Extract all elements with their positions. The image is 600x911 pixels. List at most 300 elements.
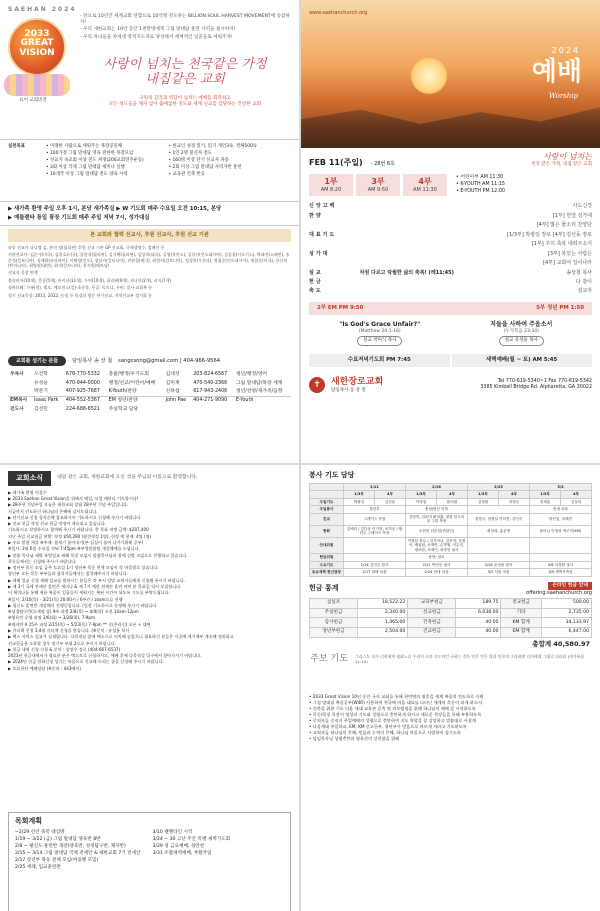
- online-offering-link[interactable]: offering.saehanchurch.org: [526, 589, 592, 596]
- news-item: 이 세미나를 통해 귀한 복음이 일곱들이 세워지는 복된 시간이 되도록 기도를 부탁드립니다.: [8, 590, 170, 596]
- order-detail: [1/3부] 박광일 장로 [4부] 김선동 장로: [507, 231, 592, 238]
- duty-corner: [310, 491, 344, 498]
- duty-cell: 김정환: [468, 498, 499, 505]
- badge-title: GREAT VISION: [19, 38, 55, 58]
- offering-amount: 189.75: [456, 598, 501, 608]
- prayer-hands-icon: 주보 기도: [310, 653, 348, 664]
- service-box: [403, 174, 447, 196]
- service-slogan: [531, 152, 592, 168]
- offering-header: [309, 582, 592, 596]
- order-detail: [4부] 교회여 일어나라: [543, 260, 592, 267]
- staff-phone: 224-688-6521: [65, 406, 100, 412]
- duty-part: 1/3부: [406, 491, 437, 498]
- service-box: [356, 174, 400, 196]
- service-time: AM 9:50: [367, 186, 389, 193]
- staff-pill: 교회를 섬기는 분들: [8, 356, 66, 366]
- duty-cell: [468, 537, 530, 553]
- offering-category: KM 합계: [501, 618, 541, 628]
- duty-row: [310, 498, 592, 505]
- other-service: • E-YOUTH PM 12:00: [456, 189, 505, 194]
- duty-row: [310, 537, 592, 553]
- staff-header: [0, 353, 299, 369]
- news-item: ▶ 말씀 묵사님 새벽 특별설교 새해 목장 모임시 말씀묵사님과 함께 실방 모임으로 진행하고 있습니다.: [8, 552, 188, 558]
- news-item: ▶ 28주년 기념주일 오늘은 새한교회 창립 28주년 기념 주일입니다.: [8, 502, 129, 508]
- staff-phone: 404-552-5367: [65, 398, 100, 404]
- cover-year: 2024: [551, 46, 580, 55]
- duty-row-label: 수요기도: [310, 561, 344, 568]
- order-row: [309, 240, 592, 249]
- order-item: 신앙고백: [309, 203, 337, 210]
- duty-row-label: 주일기도: [310, 498, 344, 505]
- mission-section: [0, 245, 299, 353]
- order-detail: 다 같이: [575, 278, 592, 285]
- plan-item: 2/15 ~ 3/14 그림 말대답 국제 전세안 & 새한교회 7기 전세안: [15, 850, 141, 856]
- order-item: 찬양: [309, 212, 323, 219]
- worship-panel: [301, 0, 600, 463]
- duty-cell: 박광일: [344, 498, 375, 505]
- duty-part: 4부: [437, 491, 468, 498]
- staff-role: [8, 388, 32, 397]
- staff-role: [8, 379, 32, 387]
- wednesday-prayer: 수요저녁기도회 PM 7:45: [309, 354, 450, 367]
- order-content: [345, 251, 469, 257]
- church-tel: Tel 770-619-5340~1 Fax 770-619-5342: [497, 378, 592, 384]
- duty-corner: [310, 483, 344, 490]
- duty-part: 1/3부: [530, 491, 561, 498]
- staff-desc2: 그림 말대답/목장 세계: [236, 380, 283, 386]
- duty-cell: 정재홍: [530, 498, 561, 505]
- offering-table: [309, 598, 592, 638]
- offering-category: 장년부헌금: [310, 627, 358, 637]
- duty-cell: 3/9 새벽가족팀: [530, 569, 592, 576]
- news-item: ▶ 수요 말씀 개강 ※주제: 참세기 톨어내기(본-실실이 톨어 나가기위해 공부): [8, 540, 144, 545]
- order-content: [345, 232, 469, 238]
- order-row: [309, 259, 592, 268]
- staff-name2: John Pae: [165, 398, 187, 404]
- sermon-ref: (누가복음 23:34): [503, 328, 539, 334]
- order-row: [309, 221, 592, 230]
- vision-note-1: 구원의 감격과 영감이 넘치는 예배를 회복하고: [139, 96, 231, 101]
- duty-cell: [468, 554, 530, 561]
- staff-role: 전도사: [10, 406, 24, 412]
- staff-role: 부목사: [10, 372, 24, 378]
- order-detail: [3부] 복있는 사람은: [547, 250, 592, 257]
- goal-item: • 3회 이상 국제 그림 말대답 세미나 실행: [46, 165, 125, 171]
- plan-title: 목회계획: [15, 816, 43, 825]
- offering-amount: 2,735.00: [541, 608, 591, 618]
- order-item: [309, 222, 345, 228]
- order-item: 설교: [309, 269, 323, 276]
- vision-note: [80, 96, 290, 109]
- duty-cell: 2/21 박민선 권사: [406, 561, 468, 568]
- news-item: ▶ 토요한산 예배당당 (※문의 : 443에이): [8, 665, 81, 671]
- offering-category: 주일헌금: [310, 608, 358, 618]
- duty-date: 3/3: [530, 483, 592, 490]
- offering-amount: 2,340.00: [358, 608, 408, 618]
- church-name-block: [331, 377, 383, 394]
- offering-category: 전교헌금: [501, 598, 541, 608]
- offering-category: 감사헌금: [310, 618, 358, 628]
- offering-amount: 18,522.22: [358, 598, 408, 608]
- prayer-item: • 중직자들 중직자 주일예배의 성령으로 충만하여 지도 역할을 잘 감당하고 말씀대로 사셨게: [309, 718, 476, 724]
- sermon-preacher: 설교 박미식 목사: [357, 336, 402, 346]
- prayer-item: • 그림 말대답 복음공부(W4R) 사용하여 천국에 마을 대표를 나타난 세계의 목동이 되게 하소서.: [309, 699, 484, 705]
- order-row: [309, 287, 592, 296]
- vision-label: 표어 교회비전: [19, 98, 47, 103]
- order-item: [309, 260, 345, 266]
- duty-table: [309, 483, 592, 577]
- service-date: FEB 11(주일): [309, 157, 363, 167]
- em-service: 2부 EM PM 9:50: [317, 305, 364, 312]
- offering-category: 건축헌금: [408, 618, 456, 628]
- staff-name: 박문기: [34, 388, 48, 394]
- news-item: ※제자반 A 15주 과정 2/15(목) ~ 5/23(목) 7-9pm ** 중(온라인) 오픈 + 대면: [8, 621, 151, 627]
- staff-row: [8, 379, 291, 387]
- goal-item: • 교육관 건축 완공: [168, 172, 205, 178]
- staff-name: Isaac Park: [34, 398, 59, 404]
- mission-para: 파송 선교사 다니엘 김, 홍미 정(필리핀) 후원 선교 기관 GP 선교회, 국제생명수, 컴패션 등: [8, 244, 165, 250]
- service-box: [309, 174, 353, 196]
- duty-row: [310, 513, 592, 525]
- plan-columns: [15, 829, 284, 872]
- duty-cell: 2/28 윤성원 집사: [468, 561, 530, 568]
- duty-panel: [301, 465, 600, 911]
- duty-cell: 청년부: [344, 506, 406, 513]
- staff-name: 오건학: [34, 372, 48, 378]
- offering-amount: 6,038.00: [456, 608, 501, 618]
- order-detail: [1부] 주의 축복 내려주소서: [531, 241, 592, 248]
- news-item: ▶ 선교 헌금 작정 선교 헌금 작정이 계속되고 있습니다.: [8, 521, 106, 527]
- goal-item: • 선교지 속교회 이상 전도 져정(200교회연추운동): [46, 158, 144, 164]
- order-item: 성가대: [309, 250, 330, 257]
- vision-note-2: 모든 성도들을 제자 삼아 출애굽한 전도와 세계 선교를 감당하는 건강한 교회: [108, 102, 262, 108]
- staff-row: [8, 371, 291, 379]
- prayer-item: • 건축을 위한 기도 다음 세대 교육관 증축 및 리모델링을 위해 하나님의 때에 잘 시작하도록: [309, 706, 476, 712]
- cover-subtitle: Worship: [548, 92, 578, 100]
- duty-cell: [344, 554, 406, 561]
- service-time: AM 11:30: [413, 186, 437, 193]
- website-link[interactable]: www.saehanchurch.org: [309, 10, 368, 16]
- practice-goals: [0, 140, 299, 202]
- offering-amount: 6,447.00: [541, 627, 591, 637]
- devotion-box: [309, 654, 592, 688]
- plan-item: ~2/29 신년 축복 대심방: [15, 829, 65, 835]
- goal-item: • 100가정 그림 말대답 영육 전한한 목장모임: [46, 151, 134, 157]
- service-times: [301, 172, 600, 198]
- church-info: [301, 371, 600, 400]
- service-label: 3부: [371, 176, 385, 186]
- offering-amount: 500.00: [541, 598, 591, 608]
- staff-desc: 행정/선교/어린이/예배: [108, 380, 156, 386]
- plan-item: 3/24 ~ 30 고난 주간 특별 새벽기도회: [152, 836, 231, 842]
- staff-phone: 470-944-0000: [65, 380, 100, 386]
- staff-desc2: 청년/행정/영어: [236, 372, 268, 378]
- duty-date: 2/18: [406, 483, 468, 490]
- news-item: ※영육반 운영 과정 2/6(화) ~ 3/26(화), 7-9pm: [8, 615, 96, 621]
- duty-cell: 2/24 안내 마을: [406, 569, 468, 576]
- duty-part: 1/3부: [468, 491, 499, 498]
- duty-date: 2/25: [468, 483, 530, 490]
- staff-desc: EM 청년/찬양: [108, 398, 138, 404]
- duty-cell: 오현진 신준섭(현위인): [406, 525, 468, 537]
- goal-item: • 1인 2명 불신자 전도: [168, 151, 212, 157]
- order-detail: [4부] 많은 물소리 찬양단: [536, 222, 592, 229]
- vision-panel: [0, 0, 299, 463]
- staff-phone: 678-770-5332: [65, 372, 100, 378]
- order-detail: 설교자: [577, 288, 592, 295]
- news-item: ※성경탐구반(오세영 장) 9주 과정 2/8(목) ~ 4/4(목) 오전 10am-12pm: [8, 609, 139, 615]
- offering-category: 기타: [501, 608, 541, 618]
- duty-cell: 이영섭 장로 / 김기여나, 김문석, 문정석, 배성원, 송재연, 손병철, 이수진, 정보람, 조재민, 최정현 권사: [406, 537, 468, 553]
- pastor-contact: sangcsong@gmail.com | 404-966-9564: [118, 357, 221, 364]
- order-content: [345, 241, 469, 247]
- order-detail: 송상철 목사: [566, 269, 592, 276]
- duty-cell: 2/14 김민규 집사: [344, 561, 406, 568]
- slogan-line-2: 내집같은 교회: [145, 71, 225, 87]
- duty-cell: 담당: 장로: [406, 554, 468, 561]
- duty-cell: 하정승: [499, 498, 530, 505]
- offering-category: 교육부헌금: [408, 598, 456, 608]
- duty-cell: 김세라 / 김다운 이기현, 조하윤 / 황민주 그레이스 목장: [344, 525, 406, 537]
- sermon-ref: (Matthew 20:1-16): [358, 328, 401, 334]
- news-item: 지난 주일 선교헌금 현황: 작정 $50,290 (월간작정 1명), 헌정 액 현재: 4명 (명): [8, 533, 152, 539]
- sermon-youth: [451, 321, 593, 346]
- goals-label: 실천목표: [8, 144, 25, 149]
- online-offering-label: 온라인 헌금 안내: [548, 582, 592, 590]
- duty-row-label: 헌화: [310, 525, 344, 537]
- plan-item: 2/8 ~ 평신도 훈련반 개강(양육반, 성경탐구반, 제자반): [15, 843, 126, 849]
- duty-date: 2/11: [344, 483, 406, 490]
- duty-row: [310, 561, 592, 568]
- news-item: ▶ 택스 서비스 설교가 실제됩니다. 다목적실 앞에 택스프로 비치해 놓았으니 필요하신 분들은 이곳에 계기재부 계속해 정리하고: [8, 634, 234, 640]
- youth-service: 5부 청년 PM 1:50: [536, 305, 584, 312]
- order-detail: [1부] 헌열 성가대: [552, 212, 592, 219]
- news-item: 선교헌금용 도착할 경우 정기부 부위 2으로 주시기 바랍니다.: [8, 640, 116, 646]
- staff-row: [8, 397, 291, 406]
- church-address: 3385 Kimball Bridge Rd. Alpharetta, GA 30022: [480, 384, 592, 390]
- duty-cell: 안내 마을: [530, 506, 592, 513]
- order-detail: 사도신경: [572, 203, 592, 210]
- staff-phone2: [191, 405, 234, 413]
- duty-cell: 이영섭: [406, 498, 437, 505]
- cover-image: [301, 0, 600, 148]
- duty-part: 1/3부: [344, 491, 375, 498]
- order-row: [309, 230, 592, 239]
- mission-header: 본 교회와 협력 선교사, 후원 선교사, 후원 선교 기관: [8, 229, 291, 242]
- cover-title: 예배: [531, 57, 582, 87]
- offering-category: 십일조: [310, 598, 358, 608]
- plan-item: 3/31 조활새벽예배, 부활주일: [152, 850, 212, 856]
- staff-name2: 김미재: [165, 380, 180, 386]
- other-service: • K-YOUTH AM 11:15: [456, 181, 505, 187]
- sermon-em: [309, 321, 451, 346]
- duty-cell: [530, 537, 592, 553]
- vision-point: - 우리 새한교회는 10년 동안 1천만명에게 그림 말대답 훈련 사역을 실시하자!: [80, 27, 236, 33]
- slogan-line-1: 사랑이 넘치는 천국같은 가정: [103, 57, 267, 72]
- service-week: - 28번 6호: [370, 161, 395, 168]
- offering-amount: 34,133.97: [541, 618, 591, 628]
- order-content: [345, 203, 469, 209]
- order-content: 차원 다르고 탁월한 삶의 축복! (레11:45): [359, 269, 454, 276]
- news-item: ▶ 정년부 목동 모임 금주 토요일 1기 청년부 목동 전체 모임이 각 마을별로 있습니다.: [8, 565, 159, 571]
- duty-cell: [344, 537, 406, 553]
- senior-pastor: 담임목사 송 상 철: [72, 357, 113, 364]
- service-label: 1부: [324, 176, 338, 186]
- news-item: ▶ 큐티책 신청 3,4월 큐티책 신청을 받습니다. (※문의 : 유성용 목사: [8, 627, 130, 633]
- sun-illustration: [411, 58, 447, 94]
- staff-name: 유성윤: [34, 380, 48, 386]
- plan-item: 3/29 성 금요예배, 성만찬: [152, 843, 205, 849]
- sermon-title: "Is God's Grace Unfair?": [339, 321, 421, 328]
- staff-name2: 신하섭: [165, 388, 180, 394]
- staff-desc2: 청년/찬양/새가족/음향: [236, 388, 283, 394]
- prayer-item: • 2033 Great Vision 10년 동안 국지 교회를 통해 천만명의 영혼을 세계 복음의 전도자로 키워: [309, 693, 484, 699]
- prayer-item: • 목동/목장 목장이 영성과 기도와 성령으로 충만하게 하시고 새로운 목장들을 통해 부흥하도록: [309, 712, 482, 718]
- order-content: [345, 260, 469, 266]
- duty-part: 4부: [499, 491, 530, 498]
- news-item: ▶ 2024년 헌금 헌화신청 성기는 마음으로 신교에 드리는 꽃을 신청해 주시기 바랍니다.: [8, 659, 164, 665]
- staff-name: 김선민: [34, 406, 48, 412]
- offering-amount: 40.00: [456, 627, 501, 637]
- duty-cell: 그레이스 목장: [344, 513, 406, 525]
- online-offering: [526, 582, 592, 596]
- news-item: ▶ 단기선교 신청 성지순례 참조하시어 기도하시고 신청해 주시기 바랍니다.: [8, 514, 142, 520]
- events-section: [0, 202, 299, 226]
- service-label: 4부: [418, 176, 432, 186]
- mission-para: 정기 선교목장: 2011, 2012, 동정 등 목장과 방문 단기선교, 지역선교부 정기회 등: [8, 292, 152, 298]
- plan-right: [153, 829, 285, 872]
- order-content: [345, 288, 469, 294]
- goal-item: • 2회 이상 그림 말대답 사역자반 훈련: [168, 165, 242, 171]
- other-service: • 어린이부 AM 11:30: [456, 174, 504, 180]
- news-panel: [0, 465, 299, 911]
- goal-item: • 미래한 사람으로 세워주는 목장공동체: [46, 144, 123, 149]
- order-item: 헌금: [309, 278, 323, 285]
- other-services: [450, 174, 592, 196]
- duty-cell: 함서원: [437, 498, 468, 505]
- goal-item: • 10개국 이상 그림 말대답 전도 양육 사역: [46, 172, 128, 178]
- church-name: 새한장로교회: [331, 376, 384, 387]
- order-content: [345, 213, 469, 219]
- news-header: [8, 471, 291, 486]
- news-item: ▶ 제 3기 국제 전세안 훈련은 세미나 & 제 7기 세한 전세안 훈련 어떤 분 목표일 되시 모집합니다.: [8, 583, 182, 589]
- news-title: 교회소식: [8, 471, 51, 486]
- duty-row-label: 주일봉사: [310, 506, 344, 513]
- staff-phone2: 404-271-9090: [193, 398, 228, 404]
- duty-part-row: [310, 491, 592, 498]
- offering-category: 선교헌금: [408, 608, 456, 618]
- offering-amount: 40.00: [456, 618, 501, 628]
- news-item: 지금까지 인도하신 하나님의 은혜에 감사드립니다.: [8, 508, 98, 514]
- church-pastor: 담임목사 송 상 철: [331, 387, 366, 393]
- vision-points: [80, 14, 290, 43]
- duty-row: [310, 506, 592, 513]
- church-address-block: [480, 379, 592, 391]
- order-item: 축도: [309, 288, 323, 295]
- prayer-item: • 담임목사님 성령충만과 영육간의 강건함을 위해: [309, 736, 400, 742]
- news-item: 장년부 모든 목동 부부들과 참석자들께서는 참석해주시기 바랍니다.: [8, 571, 128, 577]
- staff-phone2: 617-943-2406: [193, 388, 228, 394]
- offering-total: 총합계 40,580.97: [532, 639, 590, 648]
- sermon-title: 저들을 사하여 주옵소서: [490, 321, 553, 328]
- duty-date-row: [310, 483, 592, 490]
- mission-para: 볼리비아(10개), 몽골(5개), 아이티(11개), 우버(10개), 필리핀(9개), 파나마(2개), 피지(7개): [8, 277, 172, 283]
- duty-row: [310, 569, 592, 576]
- offering-amount: 1,465.00: [358, 618, 408, 628]
- duty-row-label: 안내위원: [310, 537, 344, 553]
- duty-cell: 라선섭, 조혜진: [530, 513, 592, 525]
- offering-row: [310, 598, 592, 608]
- duty-cell: 충성/명신 마을: [406, 506, 468, 513]
- plan-item: 3/10 밸렌타인 시작: [152, 829, 193, 835]
- staff-table: [8, 371, 291, 414]
- staff-phone2: 470-540-2366: [193, 380, 228, 386]
- staff-phone2: 203-824-6567: [193, 372, 228, 378]
- staff-desc: 총괄/행정/우기도회: [108, 372, 149, 378]
- order-of-worship: [301, 198, 600, 300]
- news-item: 목동들께서는 신청해 주시기 바랍니다.: [8, 558, 77, 564]
- goals-right: [169, 144, 292, 197]
- goal-item: • 160명 이상 단기 선교사 파송: [168, 158, 229, 164]
- duty-row-label: 토요새벽 헌신담당: [310, 569, 344, 576]
- vision-slogan: [80, 58, 290, 88]
- duty-row: [310, 525, 592, 537]
- duty-cell: 2/17 화택 마을: [344, 569, 406, 576]
- prayer-item: • 다음세대 주일학교, EM, KM 중고등부, 청년부가 믿음으로 바르게 자라고 기도하도록: [309, 724, 467, 730]
- duty-cell: 경정규, 정영실 이미현, 김인숙: [468, 513, 530, 525]
- vision-point: - 앞으로 10년간 세계교회 연합으로 10억명 전도하는 BILLION SOUL HARVEST MOVEMENT에 동참하자!: [80, 14, 290, 25]
- plan-left: [15, 829, 147, 872]
- duty-cell: 윤미나 이영희 박주이(KM): [530, 525, 592, 537]
- staff-row: [8, 388, 291, 397]
- prayer-list: [301, 694, 600, 743]
- news-subtitle: 내일 같은 교회, 새한교회에 오신 것을 주님의 이름으로 환영합니다.: [57, 475, 198, 481]
- news-list: [0, 490, 299, 808]
- order-row: [309, 202, 592, 211]
- great-vision-badge: [8, 18, 66, 76]
- event-line: ▶ 예틀렌타 통일 광장 기도회 매주 주일 저녁 7시, 성가대실: [8, 214, 150, 221]
- staff-name2: 김대성: [165, 372, 180, 378]
- offering-amount: 2,504.00: [358, 627, 408, 637]
- duty-row-label: 친교: [310, 513, 344, 525]
- duty-cell: 김영민, 김윤미 황성훈, 정항 한국마 천 그룹 목장: [406, 513, 468, 525]
- duty-cell: 김선동: [375, 498, 406, 505]
- staff-row: [8, 405, 291, 413]
- news-item: ▶ 평신도 훈련반 개강해서 진행중입니다. (일정 기도하시고 등정해 주시기 바랍니다.: [8, 602, 158, 608]
- sermons: [301, 317, 600, 350]
- hills-illustration: [301, 100, 600, 148]
- order-row: [309, 277, 592, 286]
- duty-cell: 김실복: [561, 498, 592, 505]
- mission-para: 선교지 목장 연계: [8, 270, 38, 276]
- prayer-item: • 교역자들 하나님의 은혜, 믿음과 능력의 은혜, 하나님 마음으로 사랑하며 섬기도록: [309, 730, 461, 736]
- mission-para: 지원선교사: 김순가(미국), 김희호(미국), 강한석(필리핀), 김기택(필리핀), 김상희(태국), 김영산(인도), 김창선(인도네시아), 김종섭(키르기스), 박태진(스페인), 송준석(캄보디아), 심재하(파라과이), 이혜정(인도), 정실자(캄보디아), 전한철(케냐), 최정희(캄보디아), 정경용(우간다), 정철순(인도네시아), 정철문(미국), 한신희(탄자니아), 최병권(대만), 최석(캄보디아), 홍지원(베트남): [8, 252, 290, 268]
- sermon-preacher: 설교 유성윤 목사: [499, 336, 544, 346]
- staff-name2: [164, 405, 192, 413]
- weekday-services: [309, 354, 592, 367]
- dawn-service: 새벽예배(월 ~ 토) AM 5:45: [452, 354, 593, 367]
- duty-row: [310, 554, 592, 561]
- order-content: [345, 222, 469, 228]
- order-row: [309, 211, 592, 220]
- duty-part: 4부: [375, 491, 406, 498]
- em-youth-bar: [309, 302, 592, 315]
- order-item: [309, 241, 345, 247]
- duty-cell: 최성희, 홍준영: [468, 525, 530, 537]
- goals-left: [46, 144, 169, 197]
- plan-item: 2/17 장년부 목동 전체 모임(마을별 모임): [15, 857, 99, 863]
- staff-desc: K-Youth/찬양: [108, 388, 137, 394]
